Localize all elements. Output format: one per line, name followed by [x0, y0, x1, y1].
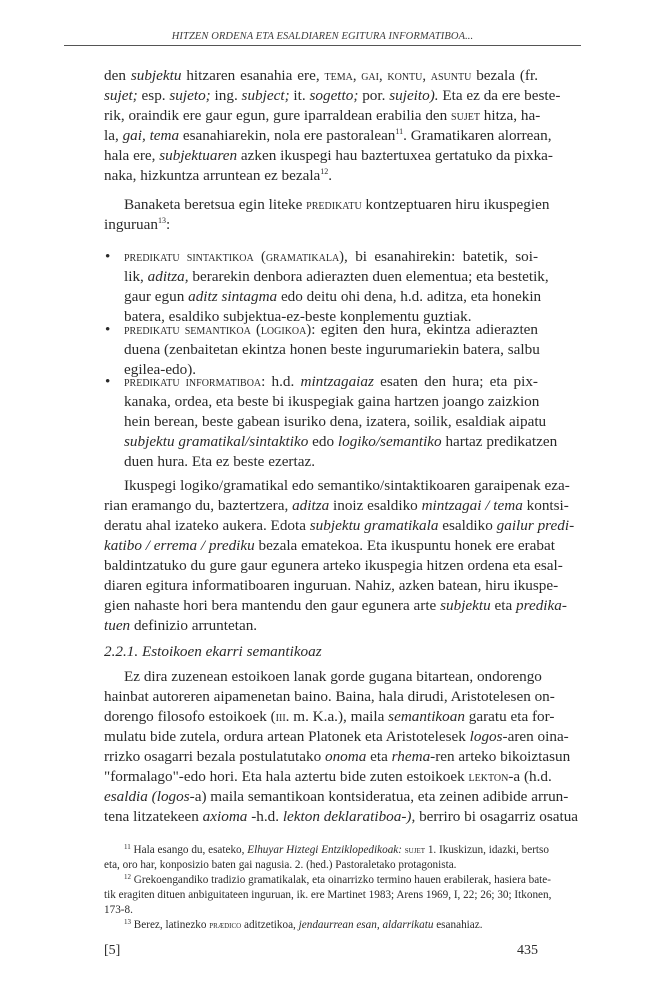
paragraph-3-line: tuen definizio arruntetan. [104, 617, 258, 634]
paragraph-4-line: rrizko osagarri bezala postulatutako onoma eta rhema-ren arteko bikoiztasun [104, 748, 571, 765]
bullet-line: subjektu gramatikal/sintaktiko edo logiko/semantiko hartaz predikatzen [124, 433, 558, 450]
bullet-line: gaur egun aditz sintagma edo deitu ohi dena, h.d. aditza, eta honekin [124, 288, 542, 305]
running-head: HITZEN ORDENA ETA ESALDIAREN EGITURA INFORMATIBOA... [171, 31, 474, 42]
paragraph-4-line: mulatu bide zutela, ordura artean Platonek eta Aristotelesek logos-aren oina- [104, 728, 569, 745]
bullet-line: duena (zenbaitetan ekintza honen beste ingurumariekin batera, salbu [124, 341, 540, 358]
paragraph-1-line: naka, hizkuntza arruntean ez bezala$^{12}$. [104, 167, 333, 184]
footnote-11: $^{11}$ Hala esango du, esateko, Elhuyar Hiztegi Entziklopedikoak: sujet 1. Ikuskizun, idazki, bertso [124, 843, 549, 856]
paragraph-1-line: sujet; esp. sujeto; ing. subject; it. sogetto; por. sujeito). Eta ez da ere beste- [104, 87, 561, 104]
footnote-12-line: tik eragiten dituen anbiguitateen inguruan, ik. ere Martinet 1983; Arens 1969, I, 22; 26; 30; Itkonen, [104, 889, 552, 901]
footnote-ref-12[interactable]: 12 [320, 167, 329, 176]
bullet-icon: • [105, 373, 111, 390]
paragraph-4-line: tena litzatekeen axioma -h.d. lekton deklaratiboa-), berriro bi osagarriz osatua [104, 808, 579, 825]
bullet-line: batera, esaldiko subjektua-ez-beste konplementu guztiak. [124, 308, 472, 325]
paragraph-3-line: diaren egitura informatiboaren inguruan. Nahiz, azken batean, hiru ikuspe- [104, 577, 559, 594]
bullet-icon: • [105, 321, 111, 338]
section-heading: 2.2.1. Estoikoen ekarri semantikoaz [104, 643, 322, 660]
footnote-12-line: 173-8. [104, 904, 133, 916]
paragraph-4-line: Ez dira zuzenean estoikoen lanak gorde gugana bitartean, ondorengo [124, 668, 542, 685]
bullet-line: duen hura. Eta ez beste ezertaz. [124, 453, 315, 470]
paragraph-3-line: katibo / errema / prediku bezala ematekoa. Eta ikuspuntu honek ere erabat [104, 537, 555, 554]
footnote-12: $^{12}$ Grekoengandiko tradizio gramatikalak, eta oinarrizko termino hauen erabilerak, hasiera bate- [124, 873, 551, 886]
bullet-line: hein berean, beste gabean isuriko dena, izatera, soilik, esaldiak aipatu [124, 413, 547, 430]
page-number: 435 [517, 943, 538, 958]
running-head-rule [64, 45, 581, 46]
paragraph-2-line: Banaketa beretsua egin liteke predikatu kontzeptuaren hiru ikuspegien [124, 196, 550, 213]
paragraph-4-line: esaldia (logos-a) maila semantikoan kontsideratua, eta zeinen adibide arrun- [104, 788, 569, 805]
paragraph-4-line: hainbat autoreren aipamenetan baino. Baina, hala dirudi, Aristotelesen on- [104, 688, 555, 705]
page-folio-left: [5] [104, 943, 121, 958]
bullet-line: kanaka, ordea, eta beste bi ikuspegiak gaina hartzen joango zaizkion [124, 393, 540, 410]
footnote-13: $^{13}$ Berez, latinezko prædico aditzetikoa, jendaurrean esan, aldarrikatu esanahiaz. [124, 918, 483, 931]
bullet-line: egilea-edo). [124, 361, 197, 378]
paragraph-3-line: rian eramango du, baztertzera, aditza inoiz esaldiko mintzagai / tema kontsi- [104, 497, 569, 514]
paragraph-3-line: baldintzatuko du gure gaur egunera arteko ikuspegia hitzen ordena eta esal- [104, 557, 563, 574]
paragraph-3-line: gien nahaste hori bera mantendu den gaur egunera arte subjektu eta predika- [104, 597, 567, 614]
paragraph-1-line: hala ere, subjektuaren azken ikuspegi hau baztertuxea gertatuko da pixka- [104, 147, 553, 164]
paragraph-3-line: Ikuspegi logiko/gramatikal edo semantiko/sintaktikoaren garaipenak eza- [124, 477, 570, 494]
paragraph-4-line: dorengo filosofo estoikoek (iii. m. K.a.), maila semantikoan garatu eta for- [104, 708, 555, 725]
paragraph-2-line: inguruan$^{13}$: [104, 216, 171, 233]
footnote-ref-13[interactable]: 13 [158, 216, 166, 225]
paragraph-1-line: den subjektu hitzaren esanahia ere, tema, gai, kontu, asuntu bezala (fr. [104, 67, 538, 84]
bullet-line: predikatu informatiboa: h.d. mintzagaiaz esaten den hura; eta pix- [124, 373, 538, 390]
paragraph-4-line: "formalago"-edo hori. Eta hala aztertu bide zuten estoikoek lekton-a (h.d. [104, 768, 552, 785]
footnote-ref-11[interactable]: 11 [395, 127, 404, 136]
bullet-icon: • [105, 248, 111, 265]
paragraph-1-line: la, gai, tema esanahiarekin, nola ere pastoralean$^{11}$. Gramatikaren alorrean, [104, 127, 552, 144]
footnote-11-line: eta, oro har, konposizio baten gai nagusia. 2. (hed.) Pastoraletako protagonista. [104, 859, 457, 871]
paragraph-1-line: rik, oraindik ere gaur egun, gure iparraldean erabilia den sujet hitza, ha- [104, 107, 541, 124]
bullet-line: lik, aditza, berarekin denbora adierazten duen elementua; eta bestetik, [124, 268, 549, 285]
bullet-line: predikatu semantikoa (logikoa): egiten den hura, ekintza adierazten [124, 321, 538, 338]
paragraph-3-line: deratu ahal izateko aukera. Edota subjektu gramatikala esaldiko gailur predi- [104, 517, 575, 534]
bullet-line: predikatu sintaktikoa (gramatikala), bi esanahirekin: batetik, soi- [124, 248, 539, 265]
